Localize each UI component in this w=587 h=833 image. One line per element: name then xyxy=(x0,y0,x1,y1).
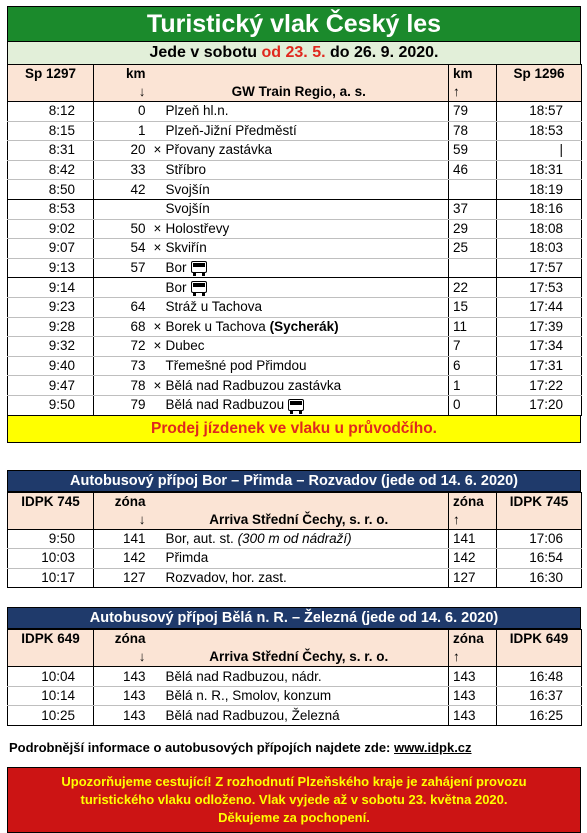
departure-time: 8:31 xyxy=(8,141,94,161)
request-stop-mark xyxy=(150,297,166,317)
station-label: Bor xyxy=(165,279,187,295)
spacer xyxy=(150,686,166,706)
station-name xyxy=(166,356,449,376)
bus-icon xyxy=(191,281,207,293)
zone-value-return: 127 xyxy=(449,568,497,588)
station-label: Třemešné pod Přimdou xyxy=(165,358,307,374)
return-time: 18:16 xyxy=(497,199,582,219)
return-time: 17:22 xyxy=(497,376,582,396)
return-time: 17:44 xyxy=(497,297,582,317)
km-value-return: 15 xyxy=(449,297,497,317)
spacer xyxy=(150,706,166,726)
request-stop-mark xyxy=(150,258,166,278)
line-number-right: IDPK 649 xyxy=(497,630,582,667)
km-value: 79 xyxy=(94,395,150,415)
arrow-up-icon: ↑ xyxy=(453,649,460,665)
spacer xyxy=(150,667,166,687)
km-value-return: 29 xyxy=(449,219,497,239)
departure-time: 8:42 xyxy=(8,160,94,180)
departure-time: 9:47 xyxy=(8,376,94,396)
km-value-return: 37 xyxy=(449,199,497,219)
table-row xyxy=(8,549,582,569)
station-label: Dubec xyxy=(165,338,205,354)
page-title: Turistický vlak Český les xyxy=(7,6,581,42)
zone-label: zóna xyxy=(453,493,484,509)
km-label: km xyxy=(125,66,146,81)
line-number-left: IDPK 745 xyxy=(8,492,94,529)
stop-name xyxy=(166,706,449,726)
stop-name xyxy=(166,549,449,569)
station-name xyxy=(166,278,449,298)
stop-name xyxy=(166,667,449,687)
table-row xyxy=(8,278,582,298)
stop-label: Bělá nad Radbuzou, nádr. xyxy=(165,668,322,684)
km-value-return: 79 xyxy=(449,102,497,122)
operator-name: Arriva Střední Čechy, s. r. o. xyxy=(150,492,449,529)
arrow-down-icon: ↓ xyxy=(138,511,146,527)
return-time: 17:39 xyxy=(497,317,582,337)
km-value-return: 0 xyxy=(449,395,497,415)
return-time: 16:37 xyxy=(497,686,582,706)
return-time: 16:54 xyxy=(497,549,582,569)
km-value: 20 xyxy=(94,141,150,161)
request-stop-mark: × xyxy=(150,141,166,161)
table-row xyxy=(8,121,582,141)
km-value-return: 46 xyxy=(449,160,497,180)
table-row xyxy=(8,337,582,357)
dates-prefix: Jede v sobotu xyxy=(149,44,262,61)
km-value-return: 1 xyxy=(449,376,497,396)
bus1-table xyxy=(7,492,582,589)
zone-label: zóna xyxy=(114,493,146,509)
return-time: 17:20 xyxy=(497,395,582,415)
line-number-left: IDPK 649 xyxy=(8,630,94,667)
request-stop-mark xyxy=(150,356,166,376)
request-stop-mark xyxy=(150,160,166,180)
station-name xyxy=(166,239,449,259)
stop-label: Přimda xyxy=(165,550,209,566)
bus2-title: Autobusový přípoj Bělá n. R. – Železná (jede od 14. 6. 2020) xyxy=(7,607,581,629)
km-value-return: 25 xyxy=(449,239,497,259)
info-line xyxy=(7,740,581,755)
bus-header xyxy=(8,630,582,667)
arrow-up-icon: ↑ xyxy=(453,511,460,527)
bus1-title: Autobusový přípoj Bor – Přimda – Rozvadov (jede od 14. 6. 2020) xyxy=(7,470,581,492)
notice-line: turistického vlaku odloženo. Vlak vyjede až v sobotu 23. května 2020. xyxy=(80,792,508,808)
departure-time: 10:14 xyxy=(8,686,94,706)
departure-time: 9:14 xyxy=(8,278,94,298)
dates-to: do 26. 9. 2020. xyxy=(325,44,439,61)
table-row xyxy=(8,667,582,687)
km-header-right xyxy=(449,65,497,102)
train-table xyxy=(7,64,582,416)
departure-time: 8:53 xyxy=(8,199,94,219)
table-row xyxy=(8,686,582,706)
notice-line: Děkujeme za pochopení. xyxy=(218,810,370,826)
request-stop-mark: × xyxy=(150,337,166,357)
station-label: Bělá nad Radbuzou zastávka xyxy=(165,377,342,393)
km-value-return xyxy=(449,258,497,278)
km-value: 0 xyxy=(94,102,150,122)
zone-value: 127 xyxy=(94,568,150,588)
zone-value: 143 xyxy=(94,686,150,706)
station-name xyxy=(166,337,449,357)
station-label: Plzeň hl.n. xyxy=(165,103,229,119)
return-time: 18:03 xyxy=(497,239,582,259)
train-number-right: Sp 1296 xyxy=(497,65,582,102)
zone-header-right xyxy=(449,492,497,529)
table-row xyxy=(8,160,582,180)
station-label: Stráž u Tachova xyxy=(165,299,263,315)
km-value-return: 22 xyxy=(449,278,497,298)
departure-time: 9:32 xyxy=(8,337,94,357)
departure-time: 9:07 xyxy=(8,239,94,259)
table-row xyxy=(8,199,582,219)
stop-name xyxy=(166,686,449,706)
return-time: 17:06 xyxy=(497,529,582,549)
station-label: Svojšín xyxy=(165,201,210,217)
zone-header-left xyxy=(94,492,150,529)
station-name xyxy=(166,317,449,337)
km-value-return xyxy=(449,180,497,200)
departure-time: 8:12 xyxy=(8,102,94,122)
dates-from: od 23. 5. xyxy=(261,44,326,61)
return-time: 18:08 xyxy=(497,219,582,239)
request-stop-mark xyxy=(150,102,166,122)
table-row xyxy=(8,395,582,415)
km-value: 78 xyxy=(94,376,150,396)
stop-label: Bělá nad Radbuzou, Železná xyxy=(165,707,340,723)
return-time: 17:57 xyxy=(497,258,582,278)
zone-value: 143 xyxy=(94,706,150,726)
train-number-left: Sp 1297 xyxy=(8,65,94,102)
notice-line: Upozorňujeme cestující! Z rozhodnutí Plzeňského kraje je zahájení provozu xyxy=(61,774,527,790)
km-value xyxy=(94,278,150,298)
postponement-notice xyxy=(7,767,581,833)
zone-value-return: 142 xyxy=(449,549,497,569)
departure-time: 10:04 xyxy=(8,667,94,687)
return-time: 16:25 xyxy=(497,706,582,726)
departure-time: 8:50 xyxy=(8,180,94,200)
timetable xyxy=(7,6,581,833)
stop-name xyxy=(166,568,449,588)
zone-value-return: 143 xyxy=(449,667,497,687)
zone-value: 142 xyxy=(94,549,150,569)
zone-value: 143 xyxy=(94,667,150,687)
request-stop-mark: × xyxy=(150,239,166,259)
return-time: 18:53 xyxy=(497,121,582,141)
station-name xyxy=(166,160,449,180)
km-label: km xyxy=(453,66,473,81)
return-time: 17:34 xyxy=(497,337,582,357)
bus2-table xyxy=(7,629,582,726)
km-value: 68 xyxy=(94,317,150,337)
station-label: Borek u Tachova xyxy=(165,318,266,334)
return-time: 18:31 xyxy=(497,160,582,180)
request-stop-mark: × xyxy=(150,317,166,337)
station-name xyxy=(166,395,449,415)
arrow-down-icon: ↓ xyxy=(138,649,146,665)
table-row xyxy=(8,102,582,122)
station-name xyxy=(166,180,449,200)
km-value: 1 xyxy=(94,121,150,141)
departure-time: 9:13 xyxy=(8,258,94,278)
station-label: Holostřevy xyxy=(165,220,230,236)
station-name xyxy=(166,141,449,161)
station-label: Bělá nad Radbuzou xyxy=(165,397,285,413)
departure-time: 9:28 xyxy=(8,317,94,337)
arrow-down-icon: ↓ xyxy=(138,84,146,99)
request-stop-mark xyxy=(150,180,166,200)
return-time: 17:31 xyxy=(497,356,582,376)
zone-value-return: 143 xyxy=(449,706,497,726)
request-stop-mark xyxy=(150,395,166,415)
spacer xyxy=(150,568,166,588)
km-value-return: 7 xyxy=(449,337,497,357)
train-header xyxy=(8,65,582,102)
zone-header-left xyxy=(94,630,150,667)
line-number-right: IDPK 745 xyxy=(497,492,582,529)
departure-time: 9:02 xyxy=(8,219,94,239)
table-row xyxy=(8,568,582,588)
departure-time: 9:50 xyxy=(8,529,94,549)
ticket-notice: Prodej jízdenek ve vlaku u průvodčího. xyxy=(7,416,581,443)
station-name xyxy=(166,121,449,141)
station-name xyxy=(166,219,449,239)
spacer xyxy=(150,529,166,549)
km-value-return: 78 xyxy=(449,121,497,141)
operator-name: Arriva Střední Čechy, s. r. o. xyxy=(150,630,449,667)
departure-time: 10:25 xyxy=(8,706,94,726)
operator-name: GW Train Regio, a. s. xyxy=(150,65,449,102)
table-row xyxy=(8,219,582,239)
table-row xyxy=(8,706,582,726)
return-time: 16:48 xyxy=(497,667,582,687)
spacer xyxy=(150,549,166,569)
km-value-return: 59 xyxy=(449,141,497,161)
station-label: Svojšín xyxy=(165,181,210,197)
table-row xyxy=(8,258,582,278)
request-stop-mark xyxy=(150,278,166,298)
departure-time: 8:15 xyxy=(8,121,94,141)
request-stop-mark xyxy=(150,199,166,219)
km-value: 50 xyxy=(94,219,150,239)
bus-header xyxy=(8,492,582,529)
return-time: 18:19 xyxy=(497,180,582,200)
return-time: 17:53 xyxy=(497,278,582,298)
request-stop-mark: × xyxy=(150,376,166,396)
station-name xyxy=(166,297,449,317)
km-value: 64 xyxy=(94,297,150,317)
table-row xyxy=(8,297,582,317)
departure-time: 9:40 xyxy=(8,356,94,376)
km-header-left xyxy=(94,65,150,102)
idpk-link[interactable]: www.idpk.cz xyxy=(394,740,472,756)
stop-note: (300 m od nádraží) xyxy=(237,530,352,546)
return-time: 18:57 xyxy=(497,102,582,122)
bus-icon xyxy=(191,261,207,273)
return-time: 16:30 xyxy=(497,568,582,588)
request-stop-mark: × xyxy=(150,219,166,239)
km-value xyxy=(94,199,150,219)
departure-time: 10:17 xyxy=(8,568,94,588)
station-label: Skviřín xyxy=(165,240,207,256)
table-row xyxy=(8,317,582,337)
table-row xyxy=(8,356,582,376)
zone-value-return: 143 xyxy=(449,686,497,706)
departure-time: 9:50 xyxy=(8,395,94,415)
table-row xyxy=(8,376,582,396)
station-name xyxy=(166,258,449,278)
km-value-return: 11 xyxy=(449,317,497,337)
zone-header-right xyxy=(449,630,497,667)
km-value: 42 xyxy=(94,180,150,200)
station-label: Stříbro xyxy=(165,162,207,178)
stop-label: Rozvadov, hor. zast. xyxy=(165,569,287,585)
km-value: 57 xyxy=(94,258,150,278)
zone-value-return: 141 xyxy=(449,529,497,549)
table-row xyxy=(8,141,582,161)
request-stop-mark xyxy=(150,121,166,141)
table-row xyxy=(8,239,582,259)
km-value: 72 xyxy=(94,337,150,357)
stop-label: Bělá n. R., Smolov, konzum xyxy=(165,688,332,704)
table-row xyxy=(8,529,582,549)
zone-label: zóna xyxy=(114,631,146,647)
info-text: Podrobnější informace o autobusových přípojích najdete zde: xyxy=(9,740,394,756)
bus-icon xyxy=(288,399,304,411)
departure-time: 10:03 xyxy=(8,549,94,569)
station-name xyxy=(166,199,449,219)
table-row xyxy=(8,180,582,200)
service-dates xyxy=(7,42,581,64)
station-label: Bor xyxy=(165,260,187,276)
zone-value: 141 xyxy=(94,529,150,549)
stop-label: Bor, aut. st. xyxy=(165,530,234,546)
km-value-return: 6 xyxy=(449,356,497,376)
departure-time: 9:23 xyxy=(8,297,94,317)
km-value: 73 xyxy=(94,356,150,376)
station-label: Plzeň-Jižní Předměstí xyxy=(165,122,297,138)
stop-name xyxy=(166,529,449,549)
km-value: 33 xyxy=(94,160,150,180)
km-value: 54 xyxy=(94,239,150,259)
station-label: Přovany zastávka xyxy=(165,142,273,158)
station-note: (Sycherák) xyxy=(269,318,339,334)
station-name xyxy=(166,102,449,122)
arrow-up-icon: ↑ xyxy=(453,84,460,99)
station-name xyxy=(166,376,449,396)
return-time: | xyxy=(497,141,582,161)
zone-label: zóna xyxy=(453,631,484,647)
